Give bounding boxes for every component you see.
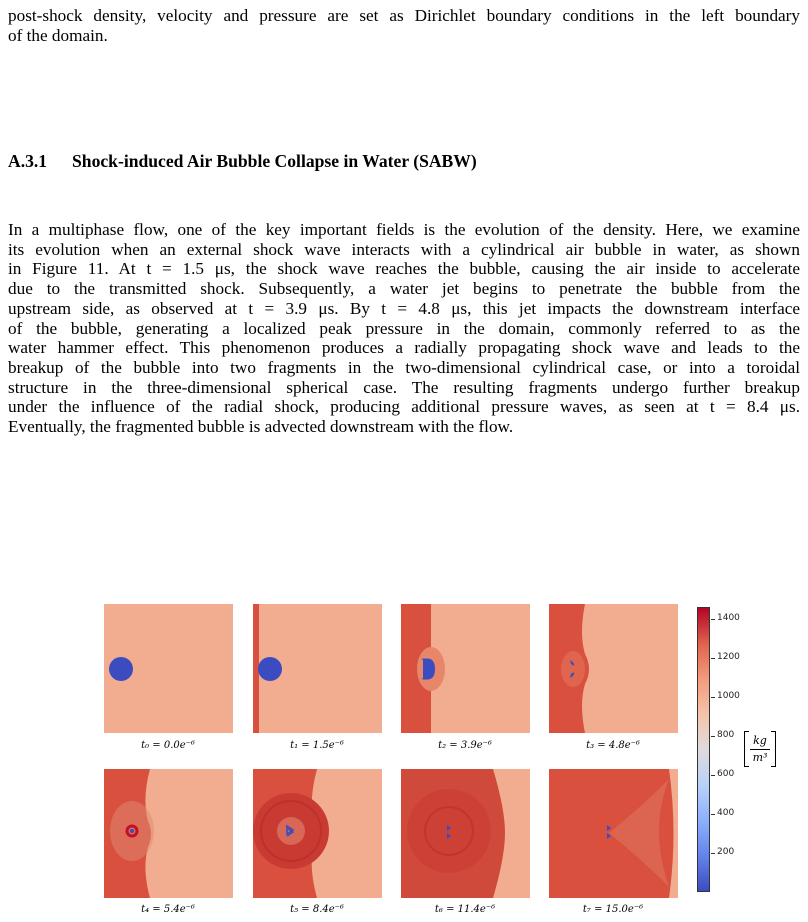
intro-line: post-shock density, velocity and pressure are set as Dirichlet boundary conditions in the left boundary bbox=[8, 6, 800, 25]
density-panel-t4 bbox=[104, 769, 233, 898]
density-panel-t0 bbox=[104, 604, 233, 733]
panel-caption-t2: t₂ = 3.9e⁻⁶ bbox=[438, 740, 492, 751]
colorbar-tick-label: 1400 bbox=[717, 613, 740, 623]
density-panel-t1 bbox=[253, 604, 382, 733]
density-colorbar bbox=[697, 607, 710, 892]
density-panel-t6 bbox=[401, 769, 530, 898]
panel-caption-t0: t₀ = 0.0e⁻⁶ bbox=[141, 740, 195, 751]
body-line: Eventually, the fragmented bubble is advected downstream with the flow. bbox=[8, 417, 514, 437]
colorbar-tick bbox=[711, 814, 715, 815]
intro-line: of the domain. bbox=[8, 25, 108, 45]
body-line: due to the transmitted shock. Subsequently, a water jet begins to penetrate the bubble from the bbox=[8, 279, 800, 299]
colorbar-tick-label: 600 bbox=[717, 769, 735, 779]
section-title: Shock-induced Air Bubble Collapse in Water (SABW) bbox=[72, 151, 477, 171]
body-line: In a multiphase flow, one of the key important fields is the evolution of the density. Here, we examine bbox=[8, 220, 800, 239]
panel-caption-t4: t₄ = 5.4e⁻⁶ bbox=[141, 904, 195, 915]
body-line: under the influence of the radial shock, producing additional pressure waves, as seen at t = 8.4 μs. bbox=[8, 397, 800, 417]
section-heading bbox=[8, 151, 477, 172]
body-line: in Figure 11. At t = 1.5 μs, the shock wave reaches the bubble, causing the air inside to accelerate bbox=[8, 259, 800, 279]
colorbar-tick-label: 400 bbox=[717, 808, 735, 818]
colorbar-tick bbox=[711, 775, 715, 776]
colorbar-tick-label: 200 bbox=[717, 847, 735, 857]
density-panel-t2 bbox=[401, 604, 530, 733]
density-panel-t7 bbox=[549, 769, 678, 898]
body-line: upstream side, as observed at t = 3.9 μs. By t = 4.8 μs, this jet impacts the downstream interface bbox=[8, 298, 800, 318]
colorbar-tick bbox=[711, 619, 715, 620]
panel-caption-t3: t₃ = 4.8e⁻⁶ bbox=[586, 740, 640, 751]
body-paragraph bbox=[8, 220, 800, 437]
panel-caption-t5: t₅ = 8.4e⁻⁶ bbox=[290, 904, 344, 915]
panel-caption-t6: t₆ = 11.4e⁻⁶ bbox=[434, 904, 496, 915]
body-line: of the bubble, generating a localized peak pressure in the domain, commonly referred to as the bbox=[8, 318, 800, 338]
colorbar-tick bbox=[711, 697, 715, 698]
section-number: A.3.1 bbox=[8, 151, 48, 171]
colorbar-tick-label: 1200 bbox=[717, 652, 740, 662]
colorbar-tick bbox=[711, 736, 715, 737]
colorbar-tick bbox=[711, 853, 715, 854]
density-panel-t5 bbox=[253, 769, 382, 898]
colorbar-tick-label: 800 bbox=[717, 730, 735, 740]
intro-paragraph bbox=[8, 6, 800, 45]
unit-numerator: kg bbox=[753, 734, 767, 747]
body-line: structure in the three-dimensional spherical case. The resulting fragments undergo further breakup bbox=[8, 377, 800, 397]
density-panel-t3 bbox=[549, 604, 678, 733]
colorbar-tick-label: 1000 bbox=[717, 691, 740, 701]
panel-caption-t1: t₁ = 1.5e⁻⁶ bbox=[290, 740, 344, 751]
panel-caption-t7: t₇ = 15.0e⁻⁶ bbox=[582, 904, 644, 915]
body-line: water hammer effect. This phenomenon produces a radially propagating shock wave and leads to the bbox=[8, 338, 800, 358]
colorbar-unit bbox=[744, 731, 776, 765]
unit-denominator: m³ bbox=[752, 751, 768, 764]
colorbar-tick bbox=[711, 658, 715, 659]
body-line: breakup of the bubble into two fragments in the two-dimensional cylindrical case, or into a toroidal bbox=[8, 357, 800, 377]
body-line: its evolution when an external shock wave interacts with a cylindrical air bubble in water, as shown bbox=[8, 239, 800, 259]
